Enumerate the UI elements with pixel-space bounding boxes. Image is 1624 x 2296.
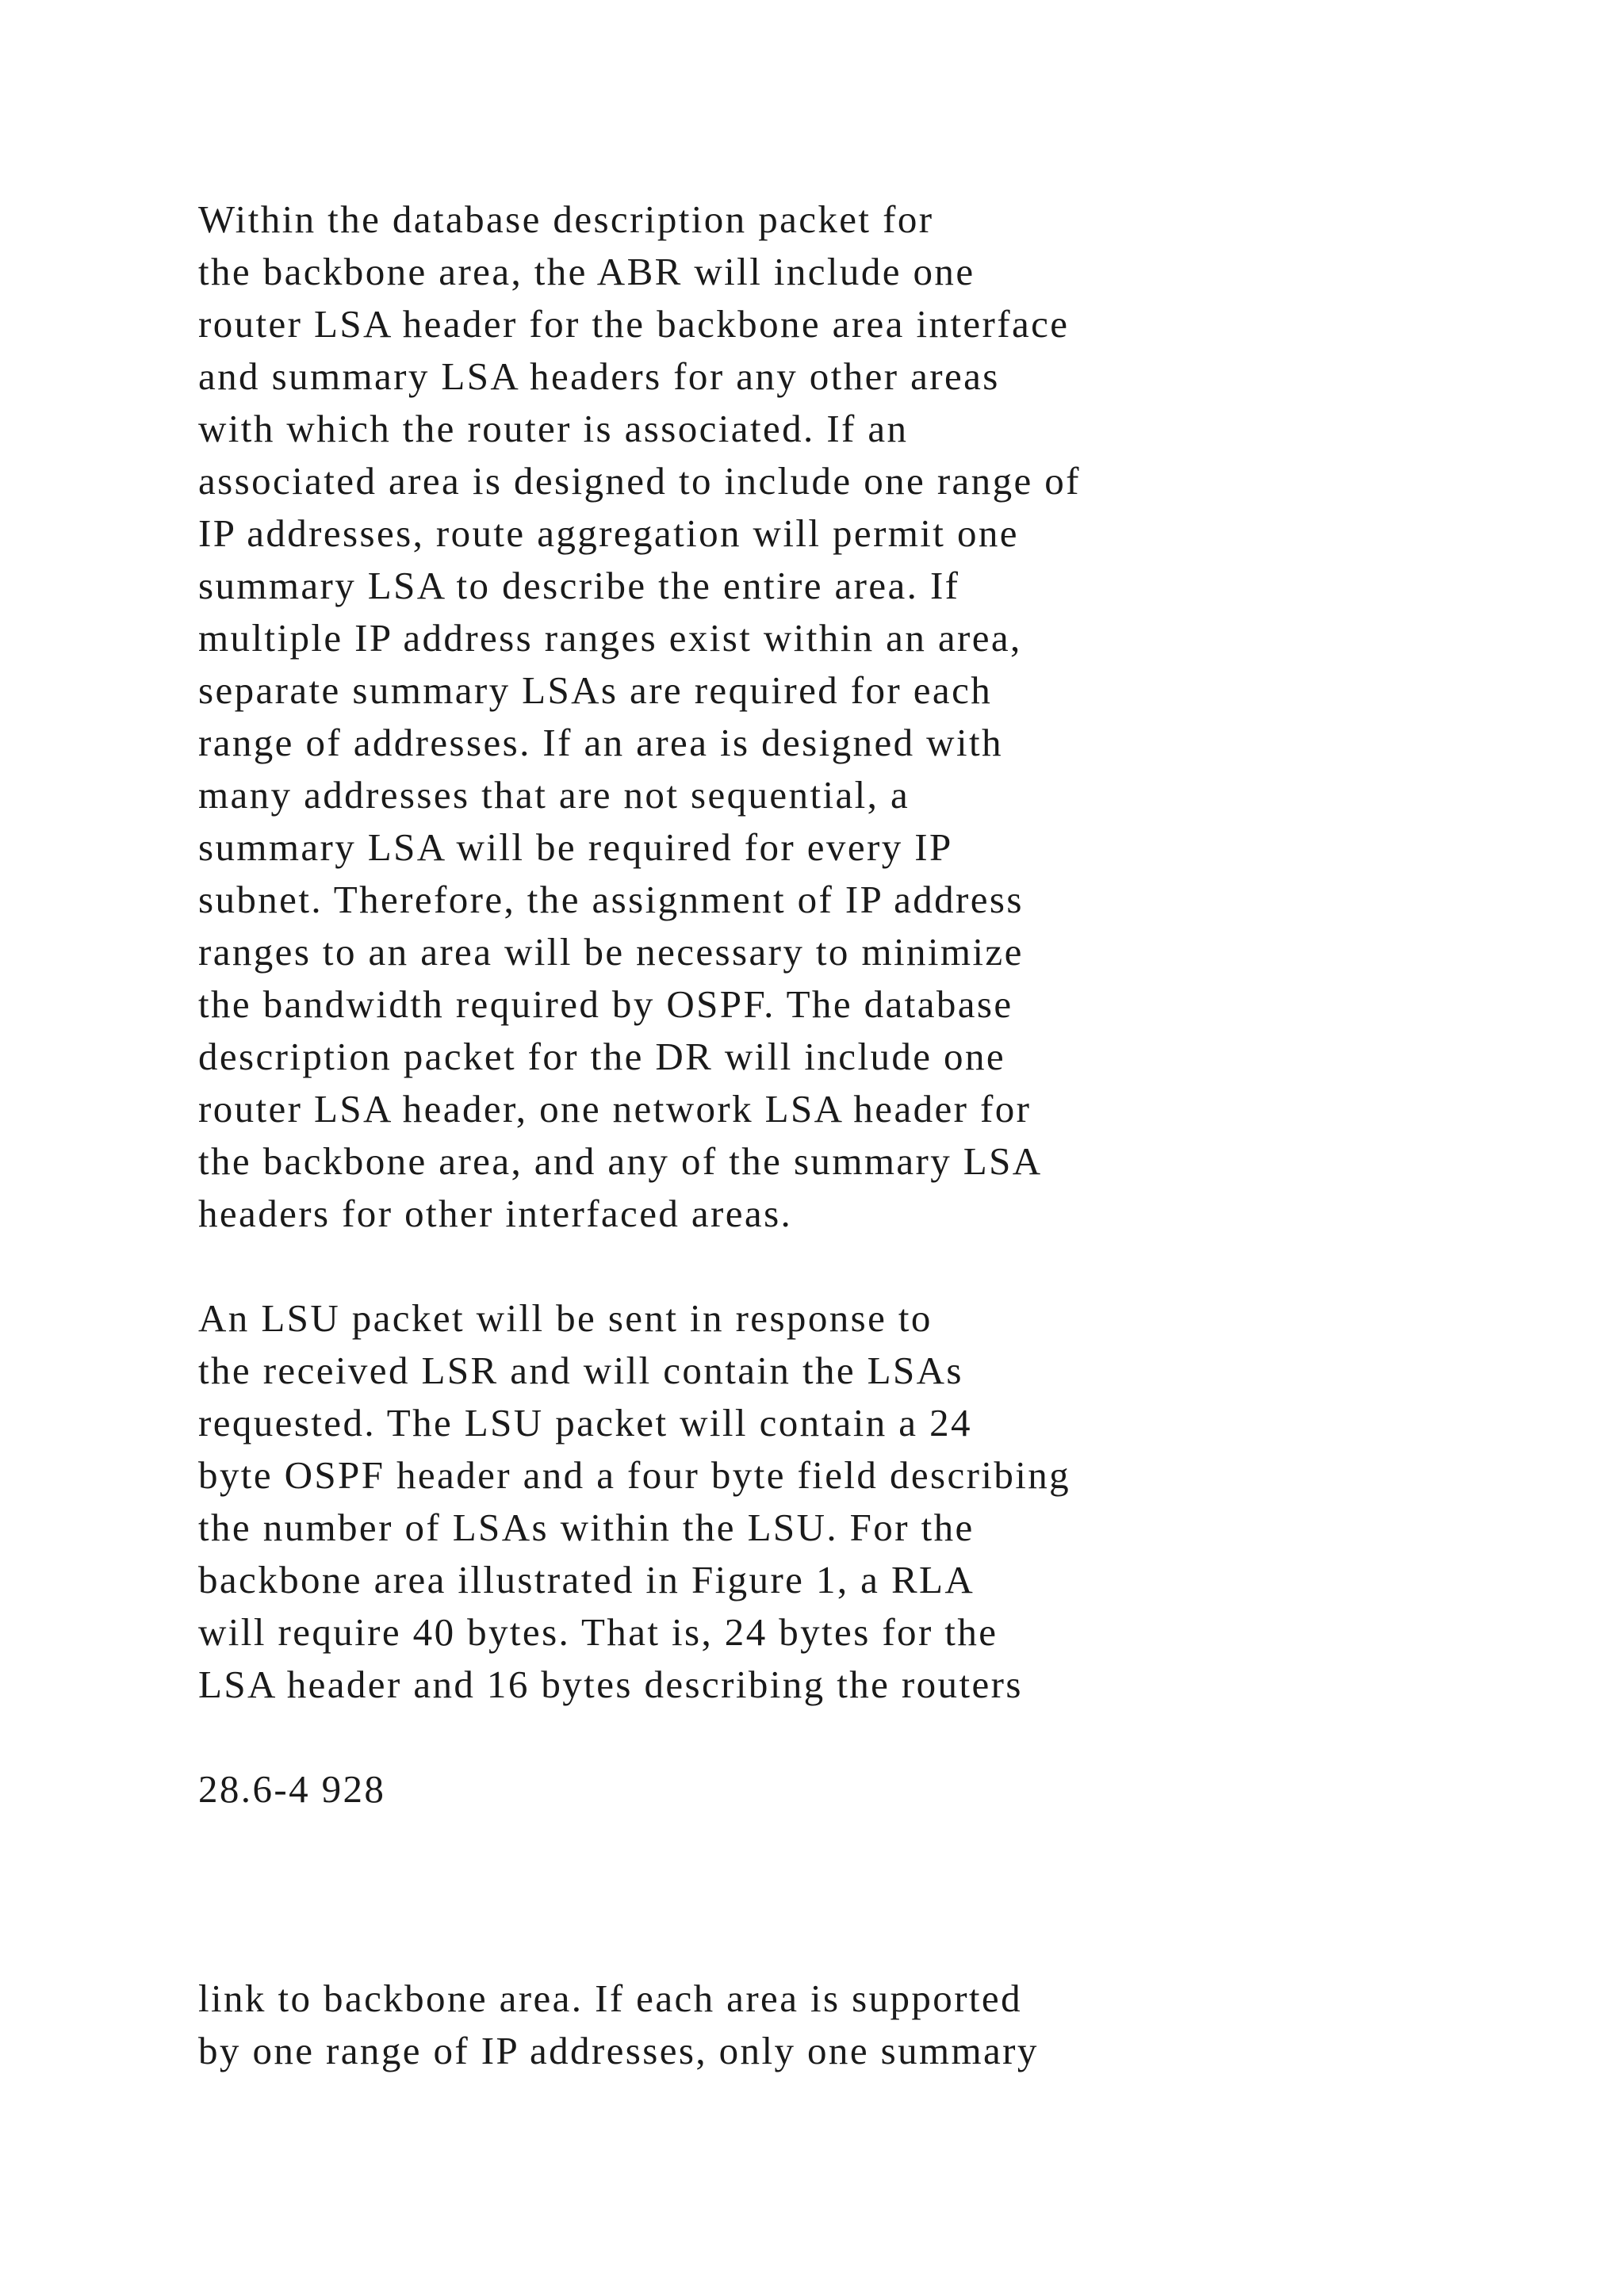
text-line: IP addresses, route aggregation will permit one <box>198 511 1019 555</box>
text-line: backbone area illustrated in Figure 1, a RLA <box>198 1558 975 1601</box>
text-line: router LSA header, one network LSA header for <box>198 1087 1032 1131</box>
text-line: ranges to an area will be necessary to minimize <box>198 930 1024 974</box>
text-line: the received LSR and will contain the LSAs <box>198 1349 963 1392</box>
text-line: summary LSA to describe the entire area. If <box>198 564 960 607</box>
text-line: the bandwidth required by OSPF. The database <box>198 982 1013 1026</box>
page-marker: 28.6-4 928 <box>198 1767 386 1811</box>
text-line: link to backbone area. If each area is supported <box>198 1976 1022 2020</box>
text-line: range of addresses. If an area is designed with <box>198 721 1003 764</box>
text-line: An LSU packet will be sent in response to <box>198 1296 933 1340</box>
text-line: the backbone area, and any of the summary LSA <box>198 1139 1043 1183</box>
text-line: multiple IP address ranges exist within an area, <box>198 616 1022 660</box>
text-line: will require 40 bytes. That is, 24 bytes for the <box>198 1610 998 1654</box>
text-line: associated area is designed to include one range of <box>198 459 1081 503</box>
text-line: many addresses that are not sequential, a <box>198 773 910 817</box>
text-line: router LSA header for the backbone area interface <box>198 302 1070 346</box>
text-line: with which the router is associated. If an <box>198 407 909 450</box>
text-line: description packet for the DR will include one <box>198 1035 1006 1078</box>
text-line: LSA header and 16 bytes describing the routers <box>198 1663 1023 1706</box>
text-line: and summary LSA headers for any other areas <box>198 354 1000 398</box>
text-line: requested. The LSU packet will contain a 24 <box>198 1401 972 1445</box>
text-line: separate summary LSAs are required for each <box>198 668 993 712</box>
text-line: by one range of IP addresses, only one summary <box>198 2029 1039 2072</box>
text-line: subnet. Therefore, the assignment of IP address <box>198 878 1024 921</box>
text-line: summary LSA will be required for every IP <box>198 825 953 869</box>
text-line: the backbone area, the ABR will include one <box>198 250 975 293</box>
text-line: byte OSPF header and a four byte field describing <box>198 1453 1071 1497</box>
text-line: Within the database description packet for <box>198 197 934 241</box>
text-line: headers for other interfaced areas. <box>198 1192 793 1235</box>
text-line: the number of LSAs within the LSU. For the <box>198 1506 975 1549</box>
